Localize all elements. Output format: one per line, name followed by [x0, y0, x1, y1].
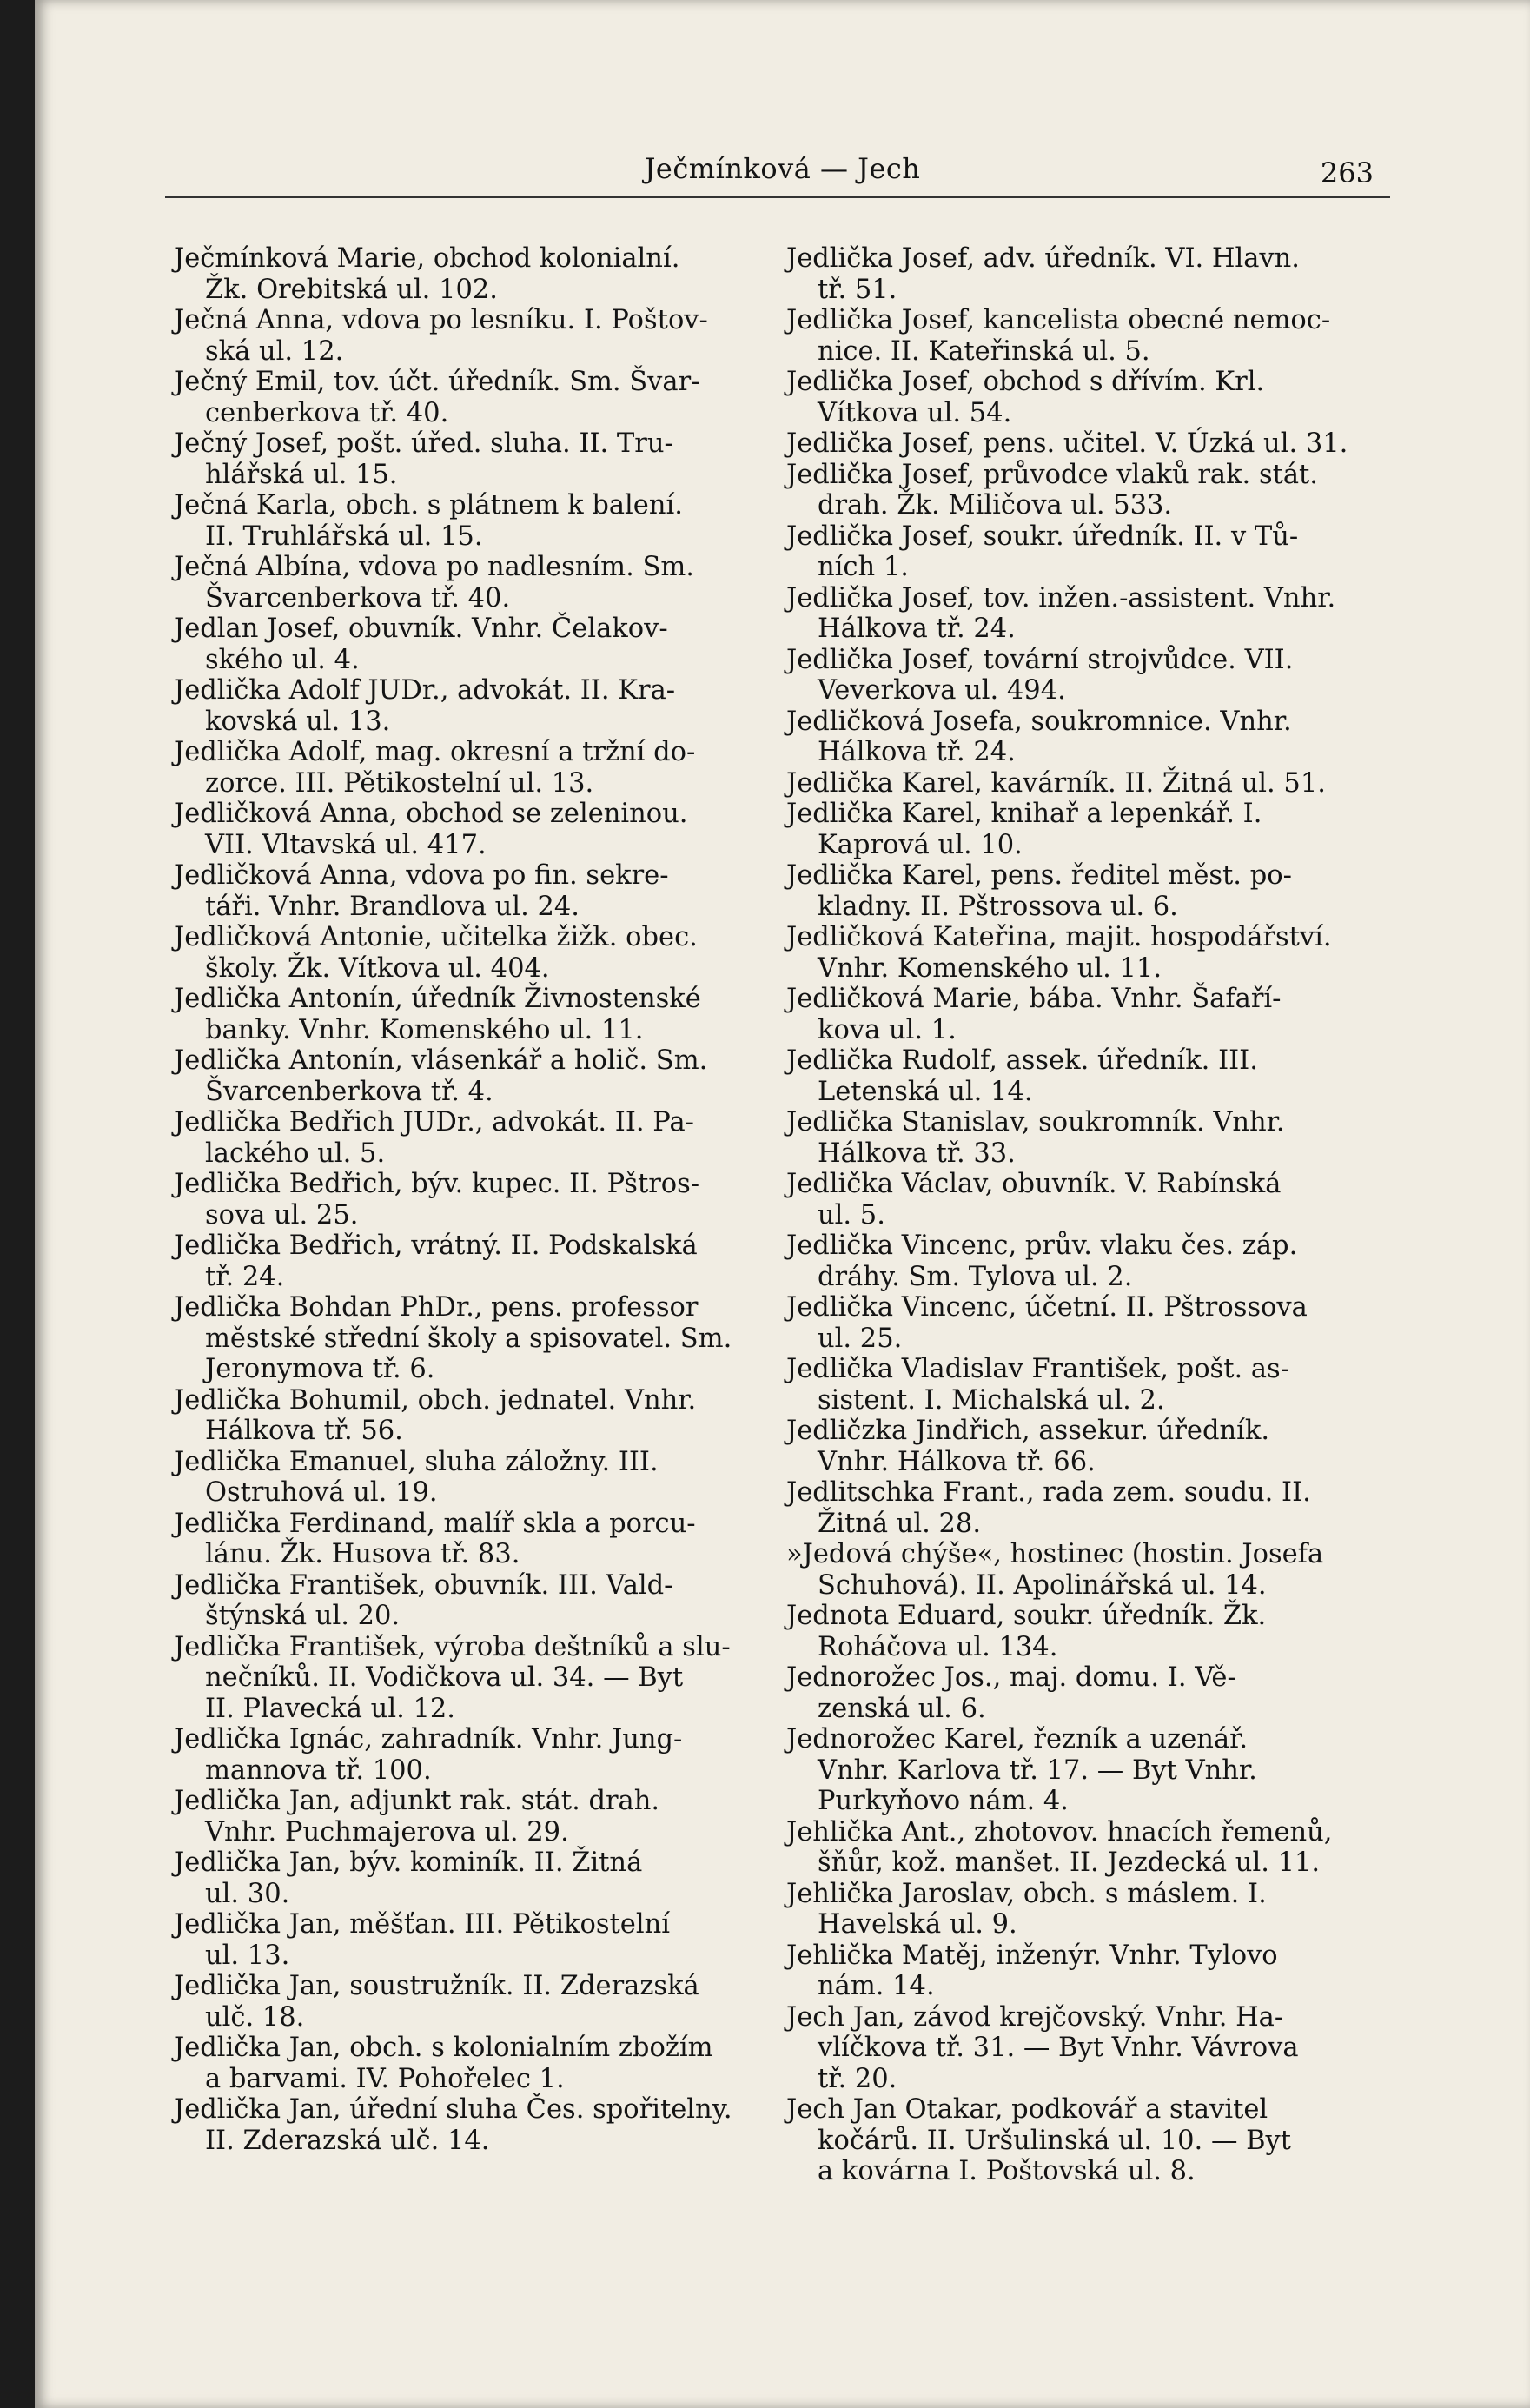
entry-continuation-line: šňůr, kož. manšet. II. Jezdecká ul. 11.: [818, 1847, 1321, 1878]
entry-continuation-line: sova ul. 25.: [205, 1199, 359, 1231]
directory-entry: [174, 2094, 752, 2156]
entry-first-line: Jedličková Anna, obchod se zeleninou.: [174, 799, 688, 829]
entry-continuation-line: Švarcenberkova tř. 4.: [205, 1076, 493, 1107]
entry-continuation-line: Švarcenberkova tř. 40.: [205, 582, 511, 614]
entry-continuation-line: kovská ul. 13.: [205, 706, 391, 737]
directory-entry: [786, 1292, 1364, 1354]
entry-first-line: Jedlička Karel, pens. ředitel měst. po-: [786, 860, 1292, 891]
directory-entry: [174, 1509, 752, 1570]
entry-first-line: Jedličková Josefa, soukromnice. Vnhr.: [786, 706, 1292, 737]
entry-first-line: Jedlička Vincenc, účetní. II. Pštrossova: [786, 1292, 1308, 1323]
entry-continuation-line: II. Plavecká ul. 12.: [205, 1693, 455, 1724]
entry-continuation-line: Havelská ul. 9.: [818, 1909, 1017, 1940]
directory-entry: [786, 645, 1364, 706]
entry-first-line: Jedlička Bedřich, vrátný. II. Podskalská: [174, 1231, 698, 1261]
entry-continuation-line: nám. 14.: [818, 1971, 935, 2001]
directory-entry: [786, 1817, 1364, 1879]
directory-entry: [786, 706, 1364, 768]
directory-entry: [786, 583, 1364, 645]
entry-first-line: Jedlička Bohumil, obch. jednatel. Vnhr.: [174, 1384, 697, 1416]
entry-first-line: Jedlička Josef, kancelista obecné nemoc-: [786, 305, 1331, 335]
directory-entry: [174, 305, 752, 367]
entry-first-line: Jedličková Anna, vdova po fin. sekre-: [174, 860, 669, 891]
entry-continuation-line: Žk. Orebitská ul. 102.: [205, 274, 498, 305]
entry-continuation-line: kova ul. 1.: [818, 1014, 957, 1045]
directory-entry: [174, 1909, 752, 1971]
directory-entry: [786, 460, 1364, 521]
entry-first-line: Jedlička Antonín, úředník Živnostenské: [174, 984, 701, 1014]
directory-entry: [786, 1879, 1364, 1940]
entry-first-line: Jedlička Josef, soukr. úředník. II. v Tů-: [786, 521, 1299, 552]
directory-entry: [174, 1107, 752, 1169]
entry-continuation-line: II. Zderazská ulč. 14.: [205, 2125, 490, 2156]
entry-first-line: Jedlička Adolf, mag. okresní a tržní do-: [174, 737, 696, 767]
entry-first-line: Jedlička Václav, obuvník. V. Rabínská: [786, 1169, 1282, 1199]
entry-first-line: Jedličková Kateřina, majit. hospodářství.: [786, 922, 1332, 952]
directory-entry: [174, 1385, 752, 1447]
entry-continuation-line: VII. Vltavská ul. 417.: [205, 829, 487, 860]
directory-entry: [174, 675, 752, 737]
entry-continuation-line: štýnská ul. 20.: [205, 1601, 401, 1631]
entry-first-line: Jedlitschka Frant., rada zem. soudu. II.: [786, 1477, 1311, 1508]
entry-continuation-line: Vnhr. Hálkova tř. 66.: [818, 1446, 1096, 1477]
directory-entry: [786, 428, 1364, 460]
entry-first-line: Jedlička Josef, tov. inžen.-assistent. Vnhr.: [786, 582, 1336, 614]
left-column: [174, 243, 752, 2156]
entry-first-line: Jedlička Bedřich, býv. kupec. II. Pštros-: [174, 1169, 700, 1199]
entry-continuation-line: Kaprová ul. 10.: [818, 829, 1023, 860]
entry-first-line: Jedličková Antonie, učitelka žižk. obec.: [174, 922, 698, 952]
entry-continuation-line: mannova tř. 100.: [205, 1755, 432, 1786]
directory-entry: [174, 1292, 752, 1385]
directory-entry: [174, 614, 752, 675]
entry-continuation-line: Jeronymova tř. 6.: [205, 1354, 435, 1384]
entry-continuation-line: Hálkova tř. 33.: [818, 1138, 1016, 1169]
entry-continuation-line: zenská ul. 6.: [818, 1693, 986, 1724]
directory-entry: [174, 860, 752, 922]
entry-continuation-line: Hálkova tř. 24.: [818, 614, 1016, 644]
entry-first-line: Jedlička Jan, obch. s kolonialním zbožím: [174, 2033, 713, 2063]
entry-continuation-line: ul. 25.: [818, 1323, 903, 1354]
entry-first-line: Jedlan Josef, obuvník. Vnhr. Čelakov-: [174, 614, 668, 644]
entry-continuation-line: Letenská ul. 14.: [818, 1076, 1033, 1107]
entry-first-line: Jech Jan, závod krejčovský. Vnhr. Ha-: [786, 2001, 1284, 2033]
entry-first-line: Jedlička Bohdan PhDr., pens. professor: [174, 1292, 699, 1323]
directory-entry: [174, 1786, 752, 1847]
entry-first-line: Jech Jan Otakar, podkovář a stavitel: [786, 2094, 1268, 2125]
directory-entry: [174, 1447, 752, 1509]
entry-first-line: Ječná Karla, obch. s plátnem k balení.: [174, 490, 683, 521]
entry-continuation-line: nice. II. Kateřinská ul. 5.: [818, 335, 1150, 367]
entry-first-line: Ječná Anna, vdova po lesníku. I. Poštov-: [174, 305, 708, 335]
directory-entry: [174, 1231, 752, 1292]
entry-first-line: Ječná Albína, vdova po nadlesním. Sm.: [174, 552, 694, 582]
entry-continuation-line: drah. Žk. Miličova ul. 533.: [818, 490, 1173, 521]
running-title: Ječmínková — Jech: [644, 152, 921, 185]
entry-continuation-line: Schuhová). II. Apolinářská ul. 14.: [818, 1569, 1267, 1601]
entry-first-line: Jedličková Marie, bába. Vnhr. Šafaří-: [786, 984, 1282, 1014]
entry-first-line: Jedlička Jan, adjunkt rak. stát. drah.: [174, 1786, 660, 1816]
entry-continuation-line: cenberkova tř. 40.: [205, 397, 449, 428]
entry-continuation-line: banky. Vnhr. Komenského ul. 11.: [205, 1014, 644, 1045]
entry-first-line: Jedličzka Jindřich, assekur. úředník.: [786, 1416, 1270, 1446]
entry-first-line: Jedlička Josef, adv. úředník. VI. Hlavn.: [786, 243, 1300, 274]
entry-first-line: Jedlička František, obuvník. III. Vald-: [174, 1569, 673, 1601]
entry-continuation-line: Žitná ul. 28.: [818, 1508, 982, 1539]
entry-first-line: Jedlička Rudolf, assek. úředník. III.: [786, 1045, 1258, 1076]
entry-first-line: Jedlička Jan, býv. kominík. II. Žitná: [174, 1847, 643, 1878]
directory-entry: [786, 2094, 1364, 2187]
entry-continuation-line: kočárů. II. Uršulinská ul. 10. — Byt: [818, 2125, 1292, 2156]
directory-entry: [786, 768, 1364, 799]
entry-first-line: Jedlička Antonín, vlásenkář a holič. Sm.: [174, 1045, 708, 1076]
directory-entry: [174, 799, 752, 860]
directory-entry: [786, 984, 1364, 1045]
directory-entry: [174, 1570, 752, 1632]
entry-continuation-line: Vnhr. Puchmajerova ul. 29.: [205, 1816, 569, 1847]
entry-continuation-line: ulč. 18.: [205, 2001, 305, 2033]
directory-entry: [786, 1477, 1364, 1539]
directory-entry: [174, 243, 752, 305]
entry-continuation-line: tř. 24.: [205, 1261, 285, 1292]
entry-continuation-line: Hálkova tř. 24.: [818, 737, 1016, 767]
entry-continuation-line: ních 1.: [818, 552, 909, 582]
entry-first-line: Jednorožec Jos., maj. domu. I. Vě-: [786, 1662, 1236, 1693]
directory-entry: [786, 1940, 1364, 2002]
directory-entry: [786, 1231, 1364, 1292]
entry-continuation-line: ul. 5.: [818, 1199, 885, 1231]
directory-entry: [174, 984, 752, 1045]
directory-entry: [786, 1662, 1364, 1724]
entry-continuation-line: sistent. I. Michalská ul. 2.: [818, 1384, 1165, 1416]
entry-first-line: Jedlička Josef, tovární strojvůdce. VII.: [786, 644, 1294, 675]
directory-entry: [174, 1169, 752, 1231]
directory-entry: [786, 799, 1364, 860]
entry-first-line: Jedlička František, výroba deštníků a slu-: [174, 1631, 731, 1662]
entry-continuation-line: lánu. Žk. Husova tř. 83.: [205, 1539, 520, 1569]
entry-continuation-line: tř. 51.: [818, 274, 897, 305]
entry-first-line: Jedlička Vladislav František, pošt. as-: [786, 1354, 1289, 1384]
entry-first-line: Jedlička Stanislav, soukromník. Vnhr.: [786, 1107, 1285, 1138]
entry-continuation-line: Purkyňovo nám. 4.: [818, 1786, 1069, 1816]
directory-entry: [786, 367, 1364, 428]
entry-first-line: Jehlička Matěj, inženýr. Vnhr. Tylovo: [786, 1940, 1278, 1971]
directory-entry: [786, 1169, 1364, 1231]
entry-first-line: Jedlička Bedřich JUDr., advokát. II. Pa-: [174, 1107, 694, 1138]
entry-continuation-line: lackého ul. 5.: [205, 1138, 386, 1169]
entry-first-line: Ječmínková Marie, obchod kolonialní.: [174, 243, 680, 274]
entry-continuation-line: hlářská ul. 15.: [205, 459, 398, 490]
directory-entry: [786, 305, 1364, 367]
directory-entry: [786, 1539, 1364, 1601]
directory-entry: [786, 1416, 1364, 1477]
entry-first-line: Jedlička Jan, měšťan. III. Pětikostelní: [174, 1909, 670, 1940]
directory-entry: [786, 2002, 1364, 2095]
entry-continuation-line: Roháčova ul. 134.: [818, 1631, 1058, 1662]
directory-entry: [786, 922, 1364, 984]
directory-entry: [786, 1107, 1364, 1169]
entry-continuation-line: táři. Vnhr. Brandlova ul. 24.: [205, 891, 580, 922]
directory-entry: [174, 2033, 752, 2094]
entry-continuation-line: vlíčkova tř. 31. — Byt Vnhr. Vávrova: [818, 2033, 1299, 2063]
entry-first-line: Ječný Josef, pošt. úřed. sluha. II. Tru-: [174, 428, 673, 459]
entry-first-line: Jehlička Ant., zhotovov. hnacích řemenů,: [786, 1816, 1333, 1847]
right-column: [786, 243, 1364, 2187]
entry-continuation-line: dráhy. Sm. Tylova ul. 2.: [818, 1261, 1133, 1292]
directory-entry: [174, 367, 752, 428]
directory-entry: [174, 1045, 752, 1107]
directory-entry: [174, 490, 752, 552]
entry-first-line: »Jedová chýše«, hostinec (hostin. Josefa: [786, 1539, 1324, 1569]
directory-entry: [786, 860, 1364, 922]
directory-page: [35, 0, 1530, 2408]
directory-entry: [786, 243, 1364, 305]
entry-first-line: Jedlička Josef, pens. učitel. V. Úzká ul. 31.: [786, 428, 1348, 459]
entry-first-line: Jedlička Karel, knihař a lepenkář. I.: [786, 799, 1262, 829]
entry-continuation-line: a kovárna I. Poštovská ul. 8.: [818, 2156, 1196, 2186]
entry-first-line: Jedlička Ferdinand, malíř skla a porcu-: [174, 1508, 696, 1539]
entry-continuation-line: nečníků. II. Vodičkova ul. 34. — Byt: [205, 1662, 684, 1693]
entry-first-line: Jedlička Vincenc, prův. vlaku čes. záp.: [786, 1231, 1298, 1261]
directory-entry: [174, 922, 752, 984]
entry-continuation-line: II. Truhlářská ul. 15.: [205, 521, 483, 552]
directory-entry: [786, 521, 1364, 583]
entry-first-line: Jedlička Ignác, zahradník. Vnhr. Jung-: [174, 1724, 683, 1755]
directory-entry: [174, 737, 752, 799]
entry-continuation-line: Veverkova ul. 494.: [818, 675, 1066, 706]
entry-first-line: Jedlička Jan, úřední sluha Čes. spořitelny.: [174, 2094, 732, 2125]
entry-continuation-line: Vítkova ul. 54.: [818, 397, 1012, 428]
entry-first-line: Jedlička Josef, obchod s dřívím. Krl.: [786, 367, 1265, 397]
directory-entry: [786, 1601, 1364, 1662]
entry-continuation-line: městské střední školy a spisovatel. Sm.: [205, 1323, 732, 1354]
entry-first-line: Jedlička Karel, kavárník. II. Žitná ul. 51.: [786, 767, 1326, 799]
directory-entry: [174, 428, 752, 490]
entry-continuation-line: zorce. III. Pětikostelní ul. 13.: [205, 767, 594, 799]
directory-entry: [786, 1045, 1364, 1107]
entry-first-line: Jehlička Jaroslav, obch. s máslem. I.: [786, 1878, 1267, 1909]
entry-first-line: Ječný Emil, tov. účt. úředník. Sm. Švar-: [174, 367, 700, 397]
entry-continuation-line: Ostruhová ul. 19.: [205, 1477, 438, 1508]
directory-entry: [786, 1354, 1364, 1416]
entry-continuation-line: ul. 30.: [205, 1878, 290, 1909]
entry-first-line: Jedlička Emanuel, sluha záložny. III.: [174, 1446, 659, 1477]
entry-first-line: Jedlička Josef, průvodce vlaků rak. stát.: [786, 459, 1318, 490]
entry-continuation-line: ského ul. 4.: [205, 644, 360, 675]
page-number: 263: [1320, 156, 1374, 189]
directory-entry: [174, 1724, 752, 1786]
entry-continuation-line: a barvami. IV. Pohořelec 1.: [205, 2063, 565, 2094]
entry-continuation-line: ul. 13.: [205, 1940, 290, 1971]
directory-entry: [174, 1632, 752, 1725]
header-rule: [165, 196, 1390, 198]
entry-continuation-line: Hálkova tř. 56.: [205, 1416, 403, 1446]
directory-entry: [786, 1724, 1364, 1817]
directory-entry: [174, 1971, 752, 2033]
entry-continuation-line: kladny. II. Pštrossova ul. 6.: [818, 891, 1178, 922]
entry-continuation-line: Vnhr. Komenského ul. 11.: [818, 952, 1162, 984]
entry-continuation-line: tř. 20.: [818, 2063, 897, 2094]
entry-first-line: Jednorožec Karel, řezník a uzenář.: [786, 1724, 1249, 1755]
entry-first-line: Jedlička Jan, soustružník. II. Zderazská: [174, 1971, 699, 2001]
entry-first-line: Jednota Eduard, soukr. úředník. Žk.: [786, 1601, 1267, 1631]
entry-first-line: Jedlička Adolf JUDr., advokát. II. Kra-: [174, 675, 676, 706]
directory-entry: [174, 1847, 752, 1909]
directory-entry: [174, 552, 752, 614]
entry-continuation-line: školy. Žk. Vítkova ul. 404.: [205, 952, 550, 984]
page-header: [35, 148, 1530, 200]
entry-continuation-line: ská ul. 12.: [205, 335, 344, 367]
entry-continuation-line: Vnhr. Karlova tř. 17. — Byt Vnhr.: [818, 1755, 1257, 1786]
